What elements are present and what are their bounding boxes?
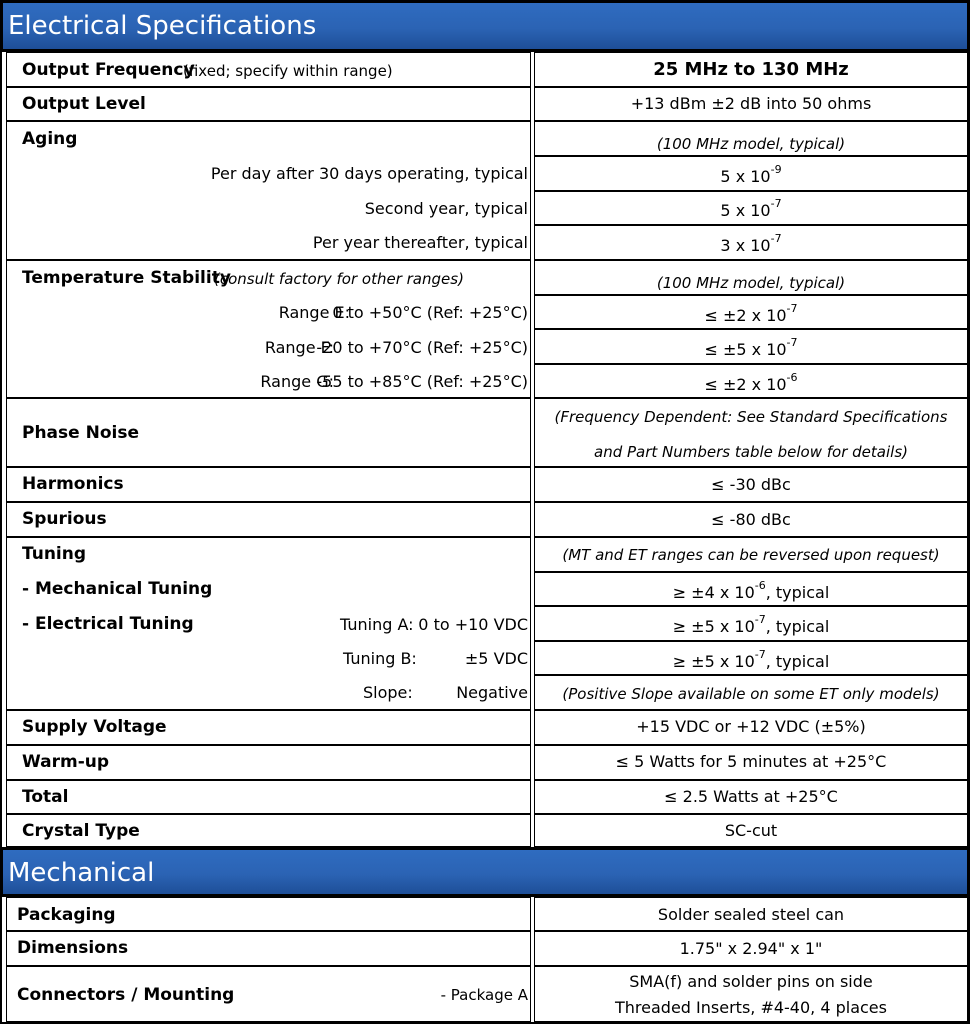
slope-note: (Positive Slope available on some ET only models) — [562, 685, 940, 703]
output-level-value-cell — [534, 87, 968, 121]
aging-label-cell — [6, 121, 531, 260]
spurious-label-cell — [6, 502, 531, 537]
temperature-value-cell — [534, 364, 968, 398]
electrical-tuning-label: - Electrical Tuning — [22, 614, 194, 634]
slope-value: Negative — [456, 683, 528, 702]
connectors-line1: SMA(f) and solder pins on side — [629, 972, 873, 991]
electrical-table — [0, 52, 970, 847]
output-level-label-cell — [6, 87, 531, 121]
crystal-type-label: Crystal Type — [22, 821, 140, 841]
tuning-a-value: ≥ ±5 x $10^{-7}$, typical — [672, 612, 830, 636]
range-spec: 0 to +50°C (Ref: +25°C) — [332, 303, 528, 322]
spurious-value: ≤ -80 dBc — [711, 510, 791, 529]
tuning-label: Tuning — [22, 544, 87, 564]
aging-row-label: Per day after 30 days operating, typical — [210, 164, 528, 183]
aging-header-note: (100 MHz model, typical) — [656, 135, 846, 153]
dimensions-value: 1.75" x 2.94" x 1" — [679, 939, 823, 958]
connectors-line2: Threaded Inserts, #4-40, 4 places — [615, 998, 887, 1017]
warm-up-value: ≤ 5 Watts for 5 minutes at +25°C — [615, 752, 887, 771]
aging-value: 5 x $10^{-7}$ — [720, 196, 782, 220]
aging-label: Aging — [22, 129, 78, 149]
output-frequency-label-cell — [6, 52, 531, 87]
range-spec: -55 to +85°C (Ref: +25°C) — [316, 372, 528, 391]
output-frequency-value-cell — [534, 52, 968, 87]
dimensions-label-cell — [6, 931, 531, 966]
supply-voltage-value-cell — [534, 710, 968, 745]
packaging-label: Packaging — [17, 905, 116, 925]
aging-header-cell — [534, 121, 968, 156]
mechanical-tuning-value: ≥ ±4 x $10^{-6}$, typical — [672, 578, 830, 602]
tuning-b-value: ≥ ±5 x $10^{-7}$, typical — [672, 647, 830, 671]
phase-noise-label-cell — [6, 398, 531, 467]
range-name: Range E: — [278, 303, 350, 322]
supply-voltage-label-cell — [6, 710, 531, 745]
output-frequency-label: Output Frequency — [22, 60, 195, 80]
total-label-cell — [6, 780, 531, 814]
tuning-b-value-cell — [534, 641, 968, 675]
harmonics-value-cell — [534, 467, 968, 502]
dimensions-label: Dimensions — [17, 938, 129, 958]
output-level-value: +13 dBm ±2 dB into 50 ohms — [630, 94, 872, 113]
packaging-value-cell — [534, 897, 968, 931]
range-spec: -20 to +70°C (Ref: +25°C) — [316, 338, 528, 357]
aging-value-cell — [534, 156, 968, 191]
tuning-b-name: Tuning B: — [343, 649, 417, 668]
temperature-value: ≤ ±2 x $10^{-7}$ — [704, 301, 798, 325]
aging-row-label: Per year thereafter, typical — [312, 233, 528, 252]
temperature-stability-note: (consult factory for other ranges) — [214, 270, 464, 288]
crystal-type-label-cell — [6, 814, 531, 847]
range-name: Range G: — [260, 372, 334, 391]
harmonics-value: ≤ -30 dBc — [711, 475, 791, 494]
aging-value-cell — [534, 191, 968, 225]
warm-up-label-cell — [6, 745, 531, 780]
crystal-type-value-cell — [534, 814, 968, 847]
supply-voltage-value: +15 VDC or +12 VDC (±5%) — [636, 717, 866, 736]
temperature-value-cell — [534, 295, 968, 329]
aging-value: 3 x $10^{-7}$ — [720, 231, 782, 255]
tuning-b-range: ±5 VDC — [464, 649, 528, 668]
output-frequency-note: (fixed; specify within range) — [183, 62, 393, 80]
warm-up-value-cell — [534, 745, 968, 780]
mechanical-section-header — [0, 847, 970, 897]
mechanical-table — [0, 897, 970, 1024]
aging-value: 5 x $10^{-9}$ — [720, 162, 782, 186]
connectors-label: Connectors / Mounting — [17, 985, 235, 1005]
harmonics-label-cell — [6, 467, 531, 502]
temperature-value: ≤ ±5 x $10^{-7}$ — [704, 335, 798, 359]
mechanical-tuning-label: - Mechanical Tuning — [22, 579, 213, 599]
range-name: Range F: — [264, 338, 334, 357]
electrical-section-header — [0, 0, 970, 52]
total-value-cell — [534, 780, 968, 814]
packaging-label-cell — [6, 897, 531, 931]
electrical-heading: Electrical Specifications — [8, 11, 317, 41]
tuning-a-range: 0 to +10 VDC — [418, 615, 528, 634]
packaging-value: Solder sealed steel can — [657, 905, 845, 924]
tuning-a-value-cell — [534, 606, 968, 641]
dimensions-value-cell — [534, 931, 968, 966]
spurious-value-cell — [534, 502, 968, 537]
slope-name: Slope: — [363, 683, 413, 702]
harmonics-label: Harmonics — [22, 474, 124, 494]
temperature-stability-label: Temperature Stability — [22, 268, 231, 288]
total-value: ≤ 2.5 Watts at +25°C — [664, 787, 838, 806]
output-frequency-value: 25 MHz to 130 MHz — [653, 59, 849, 80]
temperature-stability-header-cell — [534, 260, 968, 295]
tuning-a-name: Tuning A: — [340, 615, 414, 634]
aging-value-cell — [534, 225, 968, 260]
supply-voltage-label: Supply Voltage — [22, 717, 167, 737]
phase-noise-value-cell — [534, 398, 968, 467]
temperature-stability-header-note: (100 MHz model, typical) — [656, 274, 846, 292]
phase-noise-line1: (Frequency Dependent: See Standard Specifications — [554, 408, 948, 426]
temperature-value-cell — [534, 329, 968, 364]
tuning-label-cell — [6, 537, 531, 710]
spurious-label: Spurious — [22, 509, 107, 529]
total-label: Total — [22, 787, 69, 807]
tuning-header-cell — [534, 537, 968, 572]
output-level-label: Output Level — [22, 94, 146, 114]
temperature-value: ≤ ±2 x $10^{-6}$ — [704, 370, 798, 394]
phase-noise-label: Phase Noise — [22, 423, 139, 443]
slope-note-cell — [534, 675, 968, 710]
mechanical-tuning-value-cell — [534, 572, 968, 606]
tuning-header-note: (MT and ET ranges can be reversed upon request) — [562, 546, 940, 564]
connectors-sub: - Package A — [440, 986, 528, 1004]
aging-row-label: Second year, typical — [364, 199, 528, 218]
mechanical-heading: Mechanical — [8, 858, 155, 888]
phase-noise-line2: and Part Numbers table below for details) — [594, 443, 908, 461]
connectors-label-cell — [6, 966, 531, 1022]
connectors-value-cell — [534, 966, 968, 1022]
crystal-type-value: SC-cut — [724, 821, 778, 840]
warm-up-label: Warm-up — [22, 752, 110, 772]
temperature-stability-label-cell — [6, 260, 531, 398]
